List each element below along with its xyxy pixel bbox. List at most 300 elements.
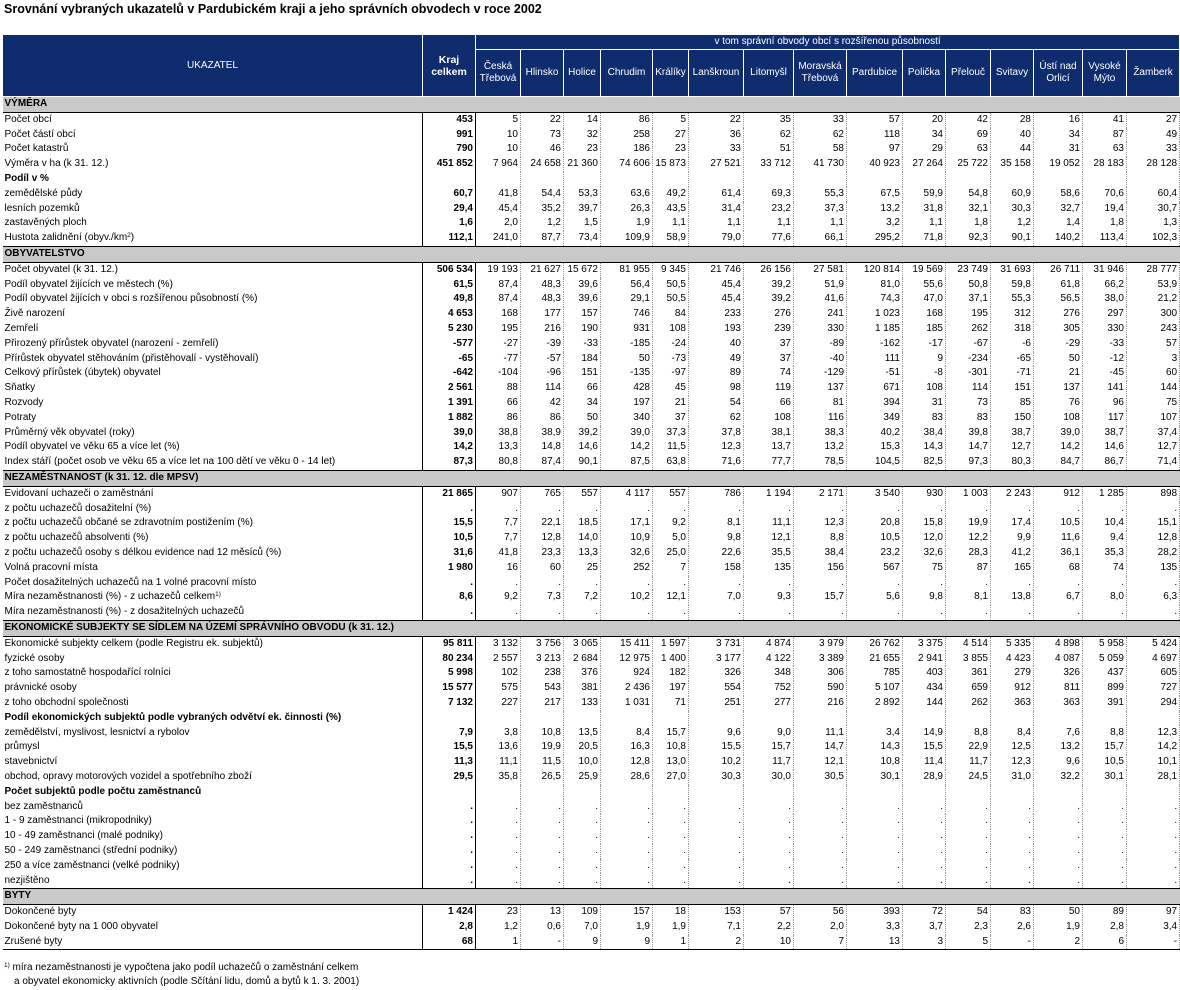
district-value: [476, 172, 521, 187]
district-value: .: [564, 576, 601, 591]
district-value: .: [601, 605, 653, 620]
district-value: 7: [653, 561, 689, 576]
kraj-value: 2 561: [423, 381, 476, 396]
district-value: 14,9: [903, 725, 946, 740]
kraj-value: 451 852: [423, 157, 476, 172]
district-value: 3 756: [521, 636, 564, 651]
district-value: -89: [794, 337, 847, 352]
section-kraj-cell: [423, 246, 476, 262]
district-value: 77,6: [744, 231, 794, 246]
district-value: 177: [521, 307, 564, 322]
district-value: -73: [653, 352, 689, 367]
row-label-text: Míra nezaměstnanosti (%) - z uchazečů celkem: [4, 591, 216, 603]
kraj-value: .: [423, 502, 476, 517]
district-value: 912: [1034, 486, 1083, 501]
district-value: 12,5: [991, 740, 1034, 755]
district-value: 786: [689, 486, 744, 501]
district-value: 10: [744, 935, 794, 950]
district-value: .: [946, 605, 991, 620]
district-value: .: [521, 859, 564, 874]
district-value: 26 711: [1034, 262, 1083, 277]
district-value: 10: [476, 142, 521, 157]
section-cell: [689, 246, 744, 262]
district-value: .: [847, 844, 903, 859]
section-cell: [903, 246, 946, 262]
header-district-5: [689, 50, 744, 97]
district-value: 30,1: [1083, 770, 1127, 785]
header-district-2: [564, 50, 601, 97]
table-row: [3, 561, 1180, 576]
district-value: .: [1127, 873, 1180, 888]
section-cell: [794, 620, 847, 636]
district-value: 80,3: [991, 455, 1034, 470]
row-label: [3, 142, 423, 157]
table-row: [3, 352, 1180, 367]
section-label: OBYVATELSTVO: [3, 246, 423, 262]
district-value: 97: [847, 142, 903, 157]
district-value: -12: [1083, 352, 1127, 367]
district-value: [521, 172, 564, 187]
row-label: [3, 455, 423, 470]
district-value: 7,1: [689, 920, 744, 935]
district-value: .: [794, 799, 847, 814]
district-value: .: [564, 502, 601, 517]
kraj-value: [423, 785, 476, 800]
district-value: 12,8: [1127, 531, 1180, 546]
district-value: 54: [946, 905, 991, 920]
district-value: [847, 785, 903, 800]
district-value: 10,2: [689, 755, 744, 770]
district-value: 79,0: [689, 231, 744, 246]
district-value: 393: [847, 905, 903, 920]
district-value: .: [653, 502, 689, 517]
district-value: .: [847, 576, 903, 591]
district-value: 51: [744, 142, 794, 157]
row-label-text: 50 - 249 zaměstnanci (střední podniky): [4, 844, 178, 856]
district-value: 31,4: [689, 202, 744, 217]
district-value: 2 892: [847, 696, 903, 711]
section-cell: [476, 470, 521, 486]
district-value: 7,3: [521, 590, 564, 605]
district-value: 37: [744, 337, 794, 352]
district-value: 54: [689, 396, 744, 411]
section-cell: [847, 246, 903, 262]
district-value: .: [847, 605, 903, 620]
district-value: 4 874: [744, 636, 794, 651]
district-value: 1,2: [521, 216, 564, 231]
district-value: 38,9: [521, 426, 564, 441]
district-value: .: [521, 814, 564, 829]
table-row: [3, 381, 1180, 396]
section-label: VÝMĚRA: [3, 97, 423, 113]
district-value: 73: [521, 128, 564, 143]
district-value: .: [991, 844, 1034, 859]
district-value: 428: [601, 381, 653, 396]
district-value: 22,6: [689, 546, 744, 561]
district-value: 74: [744, 366, 794, 381]
district-value: 276: [744, 307, 794, 322]
district-value: .: [653, 814, 689, 829]
district-value: 56,4: [601, 278, 653, 293]
district-value: 9,2: [653, 516, 689, 531]
district-value: 38,8: [476, 426, 521, 441]
district-value: 15,8: [903, 516, 946, 531]
district-value: 27 581: [794, 262, 847, 277]
district-value: 252: [601, 561, 653, 576]
district-value: 19,9: [946, 516, 991, 531]
district-value: .: [521, 576, 564, 591]
district-value: .: [653, 844, 689, 859]
district-value: 38,7: [991, 426, 1034, 441]
district-value: 3,7: [903, 920, 946, 935]
district-value: 363: [991, 696, 1034, 711]
section-cell: [903, 889, 946, 905]
row-label: [3, 920, 423, 935]
district-name: Třebová: [479, 73, 517, 84]
district-value: 12,3: [794, 516, 847, 531]
district-value: 7,0: [689, 590, 744, 605]
district-value: 13,3: [476, 440, 521, 455]
district-value: 156: [794, 561, 847, 576]
section-cell: [653, 620, 689, 636]
district-value: 108: [1034, 411, 1083, 426]
kraj-value: 2,8: [423, 920, 476, 935]
kraj-value: 60,7: [423, 187, 476, 202]
district-value: 4 117: [601, 486, 653, 501]
row-label-text: Zemřelí: [4, 323, 39, 335]
district-value: 50: [1034, 905, 1083, 920]
district-value: .: [653, 605, 689, 620]
district-value: 87,4: [476, 278, 521, 293]
district-value: .: [744, 844, 794, 859]
district-value: 58: [794, 142, 847, 157]
section-cell: [476, 889, 521, 905]
district-value: .: [476, 829, 521, 844]
district-value: 348: [744, 666, 794, 681]
district-value: .: [847, 799, 903, 814]
district-value: 7,6: [1034, 725, 1083, 740]
district-value: 21: [1034, 366, 1083, 381]
district-value: .: [744, 829, 794, 844]
section-cell: [653, 889, 689, 905]
row-label: [3, 576, 423, 591]
district-value: 109,9: [601, 231, 653, 246]
table-row: [3, 202, 1180, 217]
section-cell: [564, 246, 601, 262]
district-value: 9,6: [1034, 755, 1083, 770]
table-row: [3, 844, 1180, 859]
section-cell: [689, 620, 744, 636]
district-value: 26,3: [601, 202, 653, 217]
district-value: 185: [903, 322, 946, 337]
district-value: 8,4: [991, 725, 1034, 740]
district-value: 23: [476, 905, 521, 920]
kraj-value: 1 424: [423, 905, 476, 920]
page-title: Srovnání vybraných ukazatelů v Pardubickém kraji a jeho správních obvodech v roce 2002: [4, 2, 542, 16]
district-name: Třebová: [801, 73, 839, 84]
district-value: 37,8: [689, 426, 744, 441]
district-value: .: [689, 799, 744, 814]
district-value: 8,1: [946, 590, 991, 605]
row-label: [3, 262, 423, 277]
section-cell: [601, 889, 653, 905]
district-value: 21: [653, 396, 689, 411]
district-value: 32,6: [601, 546, 653, 561]
row-label-text: Potraty: [4, 411, 37, 423]
district-value: 98: [689, 381, 744, 396]
district-value: [1127, 711, 1180, 726]
district-value: [1127, 785, 1180, 800]
district-value: .: [564, 605, 601, 620]
district-value: 63,6: [601, 187, 653, 202]
district-name: Přelouč: [951, 67, 985, 78]
district-value: 73,4: [564, 231, 601, 246]
district-value: 605: [1127, 666, 1180, 681]
district-value: 108: [903, 381, 946, 396]
district-value: .: [1034, 829, 1083, 844]
kraj-value: 21 865: [423, 486, 476, 501]
district-value: 39,0: [601, 426, 653, 441]
district-value: .: [1034, 873, 1083, 888]
district-value: 15 411: [601, 636, 653, 651]
district-value: 330: [794, 322, 847, 337]
section-cell: [1034, 97, 1083, 113]
kraj-value: 790: [423, 142, 476, 157]
district-value: 87,4: [521, 455, 564, 470]
table-row: [3, 696, 1180, 711]
district-value: 84,7: [1034, 455, 1083, 470]
district-value: 23,3: [521, 546, 564, 561]
district-value: 70,6: [1083, 187, 1127, 202]
district-value: 73: [946, 396, 991, 411]
district-value: 90,1: [991, 231, 1034, 246]
district-value: 11,5: [653, 440, 689, 455]
district-value: 1,9: [601, 216, 653, 231]
section-cell: [1034, 889, 1083, 905]
district-value: [991, 785, 1034, 800]
section-cell: [653, 246, 689, 262]
district-value: 37,4: [1127, 426, 1180, 441]
district-value: 35,2: [521, 202, 564, 217]
district-value: .: [794, 859, 847, 874]
district-name: Pardubice: [851, 67, 898, 78]
row-label: [3, 814, 423, 829]
section-cell: [794, 470, 847, 486]
district-value: 251: [689, 696, 744, 711]
district-value: 85: [991, 396, 1034, 411]
district-value: 2,3: [946, 920, 991, 935]
row-label-text: Zrušené byty: [4, 935, 63, 947]
district-value: [689, 711, 744, 726]
district-value: 6,7: [1034, 590, 1083, 605]
section-kraj-cell: [423, 620, 476, 636]
district-value: .: [476, 502, 521, 517]
district-value: .: [564, 873, 601, 888]
district-value: [1083, 785, 1127, 800]
district-value: 20,5: [564, 740, 601, 755]
row-label: [3, 531, 423, 546]
district-value: .: [521, 799, 564, 814]
row-label: [3, 307, 423, 322]
district-value: 86: [601, 112, 653, 127]
district-value: 27: [1127, 112, 1180, 127]
section-cell: [991, 889, 1034, 905]
district-value: 15,3: [847, 440, 903, 455]
district-value: .: [1083, 873, 1127, 888]
district-value: 2,2: [744, 920, 794, 935]
district-value: 21 746: [689, 262, 744, 277]
district-value: 26,5: [521, 770, 564, 785]
district-name: Hlinsko: [525, 67, 559, 78]
district-value: 41,8: [476, 187, 521, 202]
district-value: 1,5: [564, 216, 601, 231]
district-value: 108: [744, 411, 794, 426]
district-value: 104,5: [847, 455, 903, 470]
section-cell: [991, 620, 1034, 636]
district-value: [601, 711, 653, 726]
row-label: [3, 231, 423, 246]
district-value: 9,9: [991, 531, 1034, 546]
district-value: .: [847, 873, 903, 888]
district-value: 3 065: [564, 636, 601, 651]
section-cell: [476, 246, 521, 262]
table-row: [3, 546, 1180, 561]
district-value: [794, 172, 847, 187]
district-value: 38,1: [744, 426, 794, 441]
row-label-text: bez zaměstnanců: [4, 800, 83, 812]
district-value: 1 023: [847, 307, 903, 322]
district-value: .: [794, 829, 847, 844]
district-value: 168: [903, 307, 946, 322]
district-value: 1 003: [946, 486, 991, 501]
row-label-text: Celkový přírůstek (úbytek) obyvatel: [4, 367, 161, 379]
district-value: 62: [794, 128, 847, 143]
district-value: 30,5: [794, 770, 847, 785]
district-value: 2,6: [991, 920, 1034, 935]
district-value: 25,0: [653, 546, 689, 561]
row-label: [3, 666, 423, 681]
row-label: [3, 112, 423, 127]
district-value: 1,1: [744, 216, 794, 231]
row-label-text: Rozvody: [4, 397, 44, 409]
district-value: 195: [946, 307, 991, 322]
row-label-text: Výměra v ha (k 31. 12.): [4, 158, 109, 170]
district-value: 51,9: [794, 278, 847, 293]
district-value: 3,3: [847, 920, 903, 935]
table-row: [3, 172, 1180, 187]
district-value: 45,4: [689, 292, 744, 307]
section-cell: [521, 889, 564, 905]
district-value: 7: [794, 935, 847, 950]
district-value: 92,3: [946, 231, 991, 246]
district-value: 277: [744, 696, 794, 711]
table-row: [3, 262, 1180, 277]
district-value: 4 423: [991, 651, 1034, 666]
district-value: 276: [1034, 307, 1083, 322]
row-label-text: Sňatky: [4, 382, 36, 394]
district-value: .: [476, 605, 521, 620]
section-cell: [1127, 620, 1180, 636]
district-value: .: [991, 502, 1034, 517]
district-value: 12,3: [689, 440, 744, 455]
district-value: 30,3: [689, 770, 744, 785]
district-value: 54,8: [946, 187, 991, 202]
district-value: 81: [794, 396, 847, 411]
district-value: 11,7: [744, 755, 794, 770]
district-value: -135: [601, 366, 653, 381]
district-value: -162: [847, 337, 903, 352]
district-value: 14,6: [564, 440, 601, 455]
section-cell: [991, 97, 1034, 113]
section-cell: [601, 470, 653, 486]
district-value: 752: [744, 681, 794, 696]
district-value: .: [794, 873, 847, 888]
district-value: -: [1127, 935, 1180, 950]
district-value: 23 749: [946, 262, 991, 277]
section-cell: [521, 246, 564, 262]
district-value: 27,0: [653, 770, 689, 785]
kraj-value: 7,9: [423, 725, 476, 740]
district-value: 14,6: [1083, 440, 1127, 455]
row-label: [3, 770, 423, 785]
district-value: .: [476, 799, 521, 814]
district-value: 13,2: [847, 202, 903, 217]
header-district-13: [1083, 50, 1127, 97]
district-value: 590: [794, 681, 847, 696]
district-value: 5,6: [847, 590, 903, 605]
district-value: 3,4: [1127, 920, 1180, 935]
district-value: 1 400: [653, 651, 689, 666]
district-value: .: [744, 799, 794, 814]
district-value: .: [476, 859, 521, 874]
district-value: 31,8: [903, 202, 946, 217]
district-value: 32,7: [1034, 202, 1083, 217]
table-row: [3, 859, 1180, 874]
header-kraj-line2: celkem: [431, 65, 467, 78]
district-value: 23,2: [847, 546, 903, 561]
district-value: .: [1083, 576, 1127, 591]
district-value: 22,1: [521, 516, 564, 531]
district-value: 3 540: [847, 486, 903, 501]
row-label-text: průmysl: [4, 741, 40, 753]
kraj-value: 1,6: [423, 216, 476, 231]
district-value: .: [847, 859, 903, 874]
district-value: 45: [653, 381, 689, 396]
header-district-14: [1127, 50, 1180, 97]
header-district-1: [521, 50, 564, 97]
district-value: 12,2: [946, 531, 991, 546]
district-value: 330: [1083, 322, 1127, 337]
district-value: .: [744, 873, 794, 888]
district-value: -57: [521, 352, 564, 367]
district-value: 97: [1127, 905, 1180, 920]
section-row: [3, 246, 1180, 262]
row-label: [3, 292, 423, 307]
district-value: 295,2: [847, 231, 903, 246]
table-row: [3, 322, 1180, 337]
row-label-sup: 2: [127, 232, 131, 240]
district-value: .: [794, 605, 847, 620]
district-value: 5: [476, 112, 521, 127]
district-value: 19 052: [1034, 157, 1083, 172]
table-row: [3, 231, 1180, 246]
section-label: EKONOMICKÉ SUBJEKTY SE SÍDLEM NA ÚZEMÍ SPRÁVNÍHO OBVODU (k 31. 12.): [3, 620, 423, 636]
district-value: [1127, 172, 1180, 187]
header-ukazatel: UKAZATEL: [3, 35, 423, 97]
section-cell: [653, 470, 689, 486]
district-value: [476, 785, 521, 800]
section-cell: [946, 246, 991, 262]
